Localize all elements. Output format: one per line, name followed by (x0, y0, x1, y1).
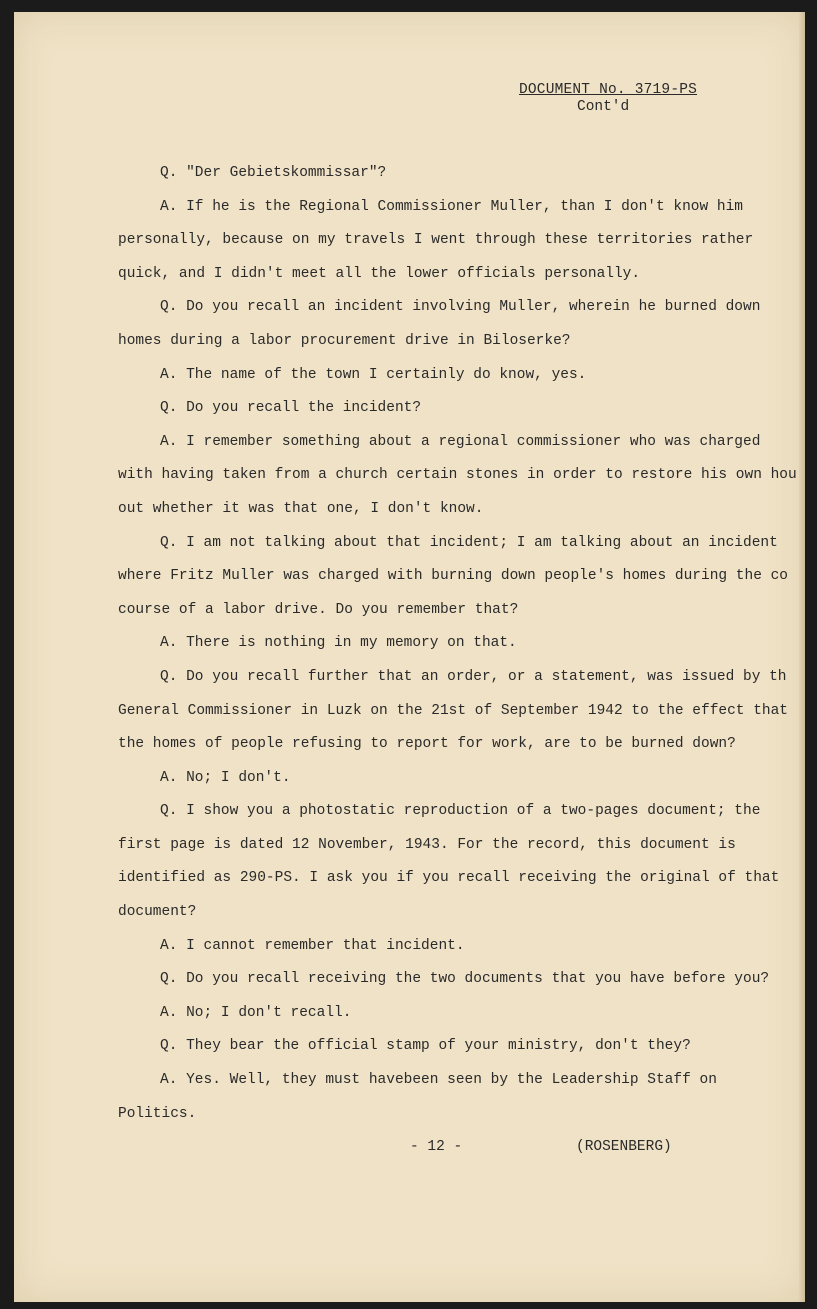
transcript-line: Politics. (118, 1105, 197, 1122)
page-footer (410, 1136, 740, 1158)
transcript-line: Q. Do you recall receiving the two documents that you have before you? (160, 971, 770, 988)
transcript-line: Q. I show you a photostatic reproduction of a two-pages document; the (160, 803, 761, 820)
transcript-line: A. No; I don't recall. (160, 1004, 352, 1021)
transcript-line: A. No; I don't. (160, 769, 291, 786)
transcript-line: personally, because on my travels I went through these territories rather (118, 232, 754, 249)
transcript-line: quick, and I didn't meet all the lower officials personally. (118, 265, 641, 282)
transcript-line: course of a labor drive. Do you remember that? (118, 601, 519, 618)
transcript-line: first page is dated 12 November, 1943. For the record, this document is (118, 836, 736, 853)
transcript-line: A. There is nothing in my memory on that. (160, 635, 517, 652)
transcript-line: A. The name of the town I certainly do know, yes. (160, 366, 587, 383)
transcript-line: A. Yes. Well, they must havebeen seen by the Leadership Staff on (160, 1072, 717, 1089)
continued-label: Cont'd (577, 99, 630, 115)
transcript-line: with having taken from a church certain stones in order to restore his own hou (118, 467, 797, 484)
transcript-line: Q. Do you recall the incident? (160, 400, 422, 417)
transcript-line: Q. Do you recall further that an order, or a statement, was issued by th (160, 668, 787, 685)
transcript-line: Q. Do you recall an incident involving Muller, wherein he burned down (160, 299, 761, 316)
transcript-line: out whether it was that one, I don't know. (118, 500, 484, 517)
transcript-line: A. I cannot remember that incident. (160, 937, 465, 954)
transcript-line: the homes of people refusing to report for work, are to be burned down? (118, 736, 736, 753)
document-page (14, 12, 805, 1302)
page-number: - 12 - (410, 1139, 463, 1155)
transcript-line: identified as 290-PS. I ask you if you recall receiving the original of that (118, 870, 780, 887)
transcript-body (118, 157, 797, 1131)
document-header (519, 82, 697, 116)
transcript-line: homes during a labor procurement drive in Biloserke? (118, 332, 571, 349)
transcript-line: A. I remember something about a regional commissioner who was charged (160, 433, 761, 450)
document-number: DOCUMENT No. 3719-PS (519, 82, 698, 98)
transcript-line: A. If he is the Regional Commissioner Muller, than I don't know him (160, 198, 743, 215)
transcript-line: Q. I am not talking about that incident; I am talking about an incident (160, 534, 778, 551)
transcript-line: Q. "Der Gebietskommissar"? (160, 165, 387, 181)
page-edge (799, 12, 805, 1302)
transcript-line: General Commissioner in Luzk on the 21st of September 1942 to the effect that (118, 702, 789, 719)
transcript-line: document? (118, 904, 197, 921)
transcript-line: Q. They bear the official stamp of your ministry, don't they? (160, 1038, 691, 1055)
witness-name: (ROSENBERG) (576, 1139, 672, 1155)
transcript-line: where Fritz Muller was charged with burning down people's homes during the co (118, 568, 789, 585)
